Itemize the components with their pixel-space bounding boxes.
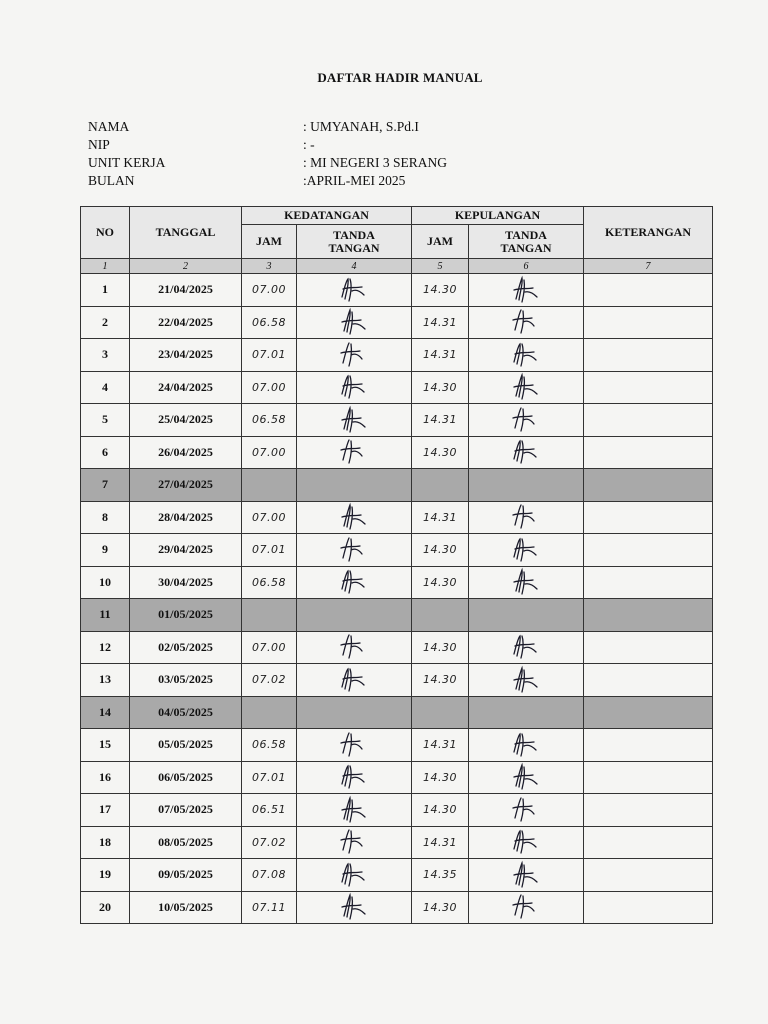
arrival-time: 07.01 — [242, 339, 297, 372]
arrival-time: 07.00 — [242, 274, 297, 307]
info-label: NAMA — [88, 119, 130, 134]
header-tanggal: TANGGAL — [130, 207, 242, 259]
departure-signature — [469, 566, 584, 599]
row-keterangan — [584, 631, 713, 664]
table-row — [81, 339, 713, 372]
row-keterangan — [584, 436, 713, 469]
row-number: 3 — [81, 339, 130, 372]
row-date: 26/04/2025 — [130, 436, 242, 469]
signature-icon — [334, 892, 374, 922]
signature-icon — [334, 730, 374, 760]
row-number: 12 — [81, 631, 130, 664]
departure-signature — [469, 339, 584, 372]
signature-icon — [506, 535, 546, 565]
arrival-time — [242, 696, 297, 729]
departure-signature — [469, 696, 584, 729]
arrival-time — [242, 469, 297, 502]
row-keterangan — [584, 371, 713, 404]
info-row-unit-kerja — [88, 154, 447, 172]
arrival-time: 06.51 — [242, 794, 297, 827]
row-number: 17 — [81, 794, 130, 827]
holiday-row — [81, 599, 713, 632]
signature-icon — [506, 860, 546, 890]
row-keterangan — [584, 469, 713, 502]
departure-signature — [469, 826, 584, 859]
row-date: 29/04/2025 — [130, 534, 242, 567]
column-index: 4 — [297, 259, 412, 274]
signature-icon — [506, 502, 546, 532]
signature-icon — [334, 632, 374, 662]
row-number: 13 — [81, 664, 130, 697]
arrival-time: 07.01 — [242, 534, 297, 567]
row-date: 21/04/2025 — [130, 274, 242, 307]
departure-time: 14.35 — [412, 859, 469, 892]
header-tanda-tangan-out — [469, 225, 584, 259]
arrival-signature — [297, 599, 412, 632]
arrival-signature — [297, 306, 412, 339]
departure-time — [412, 599, 469, 632]
attendance-rows — [81, 274, 713, 924]
table-row — [81, 306, 713, 339]
header-tanda: TANDA — [333, 227, 375, 242]
column-index: 3 — [242, 259, 297, 274]
arrival-signature — [297, 761, 412, 794]
signature-icon — [334, 535, 374, 565]
header-tanda: TANDA — [505, 227, 547, 242]
info-value: :APRIL-MEI 2025 — [303, 173, 406, 188]
departure-signature — [469, 631, 584, 664]
departure-signature — [469, 534, 584, 567]
row-date: 10/05/2025 — [130, 891, 242, 924]
departure-signature — [469, 664, 584, 697]
header-keterangan: KETERANGAN — [584, 207, 713, 259]
arrival-signature — [297, 339, 412, 372]
row-number: 4 — [81, 371, 130, 404]
table-row — [81, 891, 713, 924]
row-keterangan — [584, 859, 713, 892]
departure-signature — [469, 729, 584, 762]
table-row — [81, 371, 713, 404]
departure-signature — [469, 371, 584, 404]
arrival-signature — [297, 274, 412, 307]
info-value: : UMYANAH, S.Pd.I — [303, 119, 419, 134]
row-keterangan — [584, 761, 713, 794]
departure-signature — [469, 599, 584, 632]
row-date: 02/05/2025 — [130, 631, 242, 664]
arrival-signature — [297, 436, 412, 469]
arrival-signature — [297, 566, 412, 599]
signature-icon — [334, 795, 374, 825]
arrival-signature — [297, 404, 412, 437]
row-keterangan — [584, 696, 713, 729]
row-keterangan — [584, 826, 713, 859]
table-row — [81, 631, 713, 664]
arrival-time: 06.58 — [242, 306, 297, 339]
arrival-time: 07.00 — [242, 631, 297, 664]
row-date: 22/04/2025 — [130, 306, 242, 339]
row-number: 1 — [81, 274, 130, 307]
row-date: 05/05/2025 — [130, 729, 242, 762]
table-row — [81, 436, 713, 469]
arrival-signature — [297, 826, 412, 859]
signature-icon — [334, 762, 374, 792]
row-number: 14 — [81, 696, 130, 729]
row-date: 09/05/2025 — [130, 859, 242, 892]
departure-signature — [469, 436, 584, 469]
arrival-time: 07.08 — [242, 859, 297, 892]
signature-icon — [506, 795, 546, 825]
arrival-time: 07.00 — [242, 436, 297, 469]
departure-signature — [469, 891, 584, 924]
row-keterangan — [584, 794, 713, 827]
arrival-signature — [297, 534, 412, 567]
signature-icon — [506, 372, 546, 402]
row-keterangan — [584, 566, 713, 599]
departure-time: 14.31 — [412, 306, 469, 339]
signature-icon — [334, 340, 374, 370]
row-date: 07/05/2025 — [130, 794, 242, 827]
table-row — [81, 501, 713, 534]
signature-icon — [506, 632, 546, 662]
departure-signature — [469, 274, 584, 307]
arrival-signature — [297, 859, 412, 892]
row-keterangan — [584, 501, 713, 534]
signature-icon — [334, 405, 374, 435]
info-value: : - — [303, 137, 315, 152]
arrival-time: 07.00 — [242, 371, 297, 404]
departure-time: 14.30 — [412, 371, 469, 404]
arrival-time — [242, 599, 297, 632]
row-number: 16 — [81, 761, 130, 794]
row-date: 23/04/2025 — [130, 339, 242, 372]
signature-icon — [334, 502, 374, 532]
row-number: 11 — [81, 599, 130, 632]
table-row — [81, 826, 713, 859]
signature-icon — [334, 307, 374, 337]
arrival-signature — [297, 794, 412, 827]
departure-time: 14.30 — [412, 274, 469, 307]
row-keterangan — [584, 534, 713, 567]
row-date: 03/05/2025 — [130, 664, 242, 697]
arrival-time: 06.58 — [242, 404, 297, 437]
departure-time — [412, 469, 469, 502]
row-number: 2 — [81, 306, 130, 339]
departure-signature — [469, 404, 584, 437]
header-jam-in: JAM — [242, 225, 297, 259]
arrival-signature — [297, 664, 412, 697]
departure-time: 14.31 — [412, 729, 469, 762]
header-tangan: TANGAN — [328, 240, 380, 255]
signature-icon — [506, 892, 546, 922]
row-number: 8 — [81, 501, 130, 534]
row-date: 30/04/2025 — [130, 566, 242, 599]
table-row — [81, 566, 713, 599]
arrival-time: 06.58 — [242, 729, 297, 762]
arrival-signature — [297, 501, 412, 534]
table-row — [81, 859, 713, 892]
column-index: 2 — [130, 259, 242, 274]
table-row — [81, 404, 713, 437]
signature-icon — [334, 860, 374, 890]
signature-icon — [506, 275, 546, 305]
employee-info — [88, 118, 447, 190]
departure-time: 14.30 — [412, 761, 469, 794]
arrival-signature — [297, 729, 412, 762]
departure-time: 14.31 — [412, 501, 469, 534]
signature-icon — [334, 275, 374, 305]
column-index: 7 — [584, 259, 713, 274]
row-keterangan — [584, 891, 713, 924]
row-keterangan — [584, 306, 713, 339]
signature-icon — [506, 567, 546, 597]
row-keterangan — [584, 664, 713, 697]
departure-signature — [469, 761, 584, 794]
signature-icon — [334, 567, 374, 597]
arrival-signature — [297, 891, 412, 924]
departure-signature — [469, 794, 584, 827]
arrival-signature — [297, 631, 412, 664]
departure-time: 14.30 — [412, 631, 469, 664]
table-row — [81, 729, 713, 762]
departure-time: 14.30 — [412, 664, 469, 697]
row-keterangan — [584, 729, 713, 762]
arrival-time: 07.02 — [242, 826, 297, 859]
row-date: 28/04/2025 — [130, 501, 242, 534]
header-tanda-tangan-in — [297, 225, 412, 259]
table-row — [81, 274, 713, 307]
row-number: 6 — [81, 436, 130, 469]
arrival-time: 06.58 — [242, 566, 297, 599]
departure-signature — [469, 306, 584, 339]
table-row — [81, 664, 713, 697]
departure-time — [412, 696, 469, 729]
header-kedatangan: KEDATANGAN — [242, 207, 412, 225]
signature-icon — [334, 437, 374, 467]
info-label: NIP — [88, 137, 110, 152]
row-keterangan — [584, 274, 713, 307]
row-number: 19 — [81, 859, 130, 892]
header-jam-out: JAM — [412, 225, 469, 259]
departure-time: 14.30 — [412, 891, 469, 924]
row-number: 15 — [81, 729, 130, 762]
row-date: 01/05/2025 — [130, 599, 242, 632]
arrival-signature — [297, 696, 412, 729]
info-value: : MI NEGERI 3 SERANG — [303, 155, 447, 170]
signature-icon — [506, 665, 546, 695]
signature-icon — [334, 827, 374, 857]
table-row — [81, 794, 713, 827]
row-date: 27/04/2025 — [130, 469, 242, 502]
row-date: 04/05/2025 — [130, 696, 242, 729]
departure-time: 14.31 — [412, 339, 469, 372]
arrival-signature — [297, 469, 412, 502]
signature-icon — [506, 307, 546, 337]
arrival-time: 07.02 — [242, 664, 297, 697]
column-index: 5 — [412, 259, 469, 274]
header-tangan: TANGAN — [500, 240, 552, 255]
row-number: 10 — [81, 566, 130, 599]
row-keterangan — [584, 404, 713, 437]
info-row-nip — [88, 136, 447, 154]
info-row-nama — [88, 118, 447, 136]
departure-time: 14.30 — [412, 794, 469, 827]
signature-icon — [506, 827, 546, 857]
row-keterangan — [584, 599, 713, 632]
row-date: 06/05/2025 — [130, 761, 242, 794]
departure-time: 14.31 — [412, 826, 469, 859]
departure-signature — [469, 501, 584, 534]
header-no: NO — [81, 207, 130, 259]
row-keterangan — [584, 339, 713, 372]
column-index: 6 — [469, 259, 584, 274]
page-title: DAFTAR HADIR MANUAL — [317, 70, 483, 85]
signature-icon — [334, 665, 374, 695]
holiday-row — [81, 469, 713, 502]
header-kepulangan: KEPULANGAN — [412, 207, 584, 225]
row-number: 7 — [81, 469, 130, 502]
arrival-time: 07.01 — [242, 761, 297, 794]
row-date: 08/05/2025 — [130, 826, 242, 859]
arrival-signature — [297, 371, 412, 404]
holiday-row — [81, 696, 713, 729]
arrival-time: 07.11 — [242, 891, 297, 924]
signature-icon — [334, 372, 374, 402]
row-date: 25/04/2025 — [130, 404, 242, 437]
table-row — [81, 534, 713, 567]
info-label: UNIT KERJA — [88, 155, 166, 170]
row-number: 5 — [81, 404, 130, 437]
signature-icon — [506, 762, 546, 792]
row-number: 18 — [81, 826, 130, 859]
column-index: 1 — [81, 259, 130, 274]
departure-signature — [469, 859, 584, 892]
departure-time: 14.30 — [412, 566, 469, 599]
departure-time: 14.30 — [412, 534, 469, 567]
departure-signature — [469, 469, 584, 502]
signature-icon — [506, 730, 546, 760]
row-number: 9 — [81, 534, 130, 567]
table-row — [81, 761, 713, 794]
arrival-time: 07.00 — [242, 501, 297, 534]
info-row-bulan — [88, 172, 447, 190]
signature-icon — [506, 437, 546, 467]
info-label: BULAN — [88, 173, 135, 188]
attendance-table — [80, 206, 713, 924]
signature-icon — [506, 340, 546, 370]
departure-time: 14.31 — [412, 404, 469, 437]
row-date: 24/04/2025 — [130, 371, 242, 404]
row-number: 20 — [81, 891, 130, 924]
departure-time: 14.30 — [412, 436, 469, 469]
signature-icon — [506, 405, 546, 435]
